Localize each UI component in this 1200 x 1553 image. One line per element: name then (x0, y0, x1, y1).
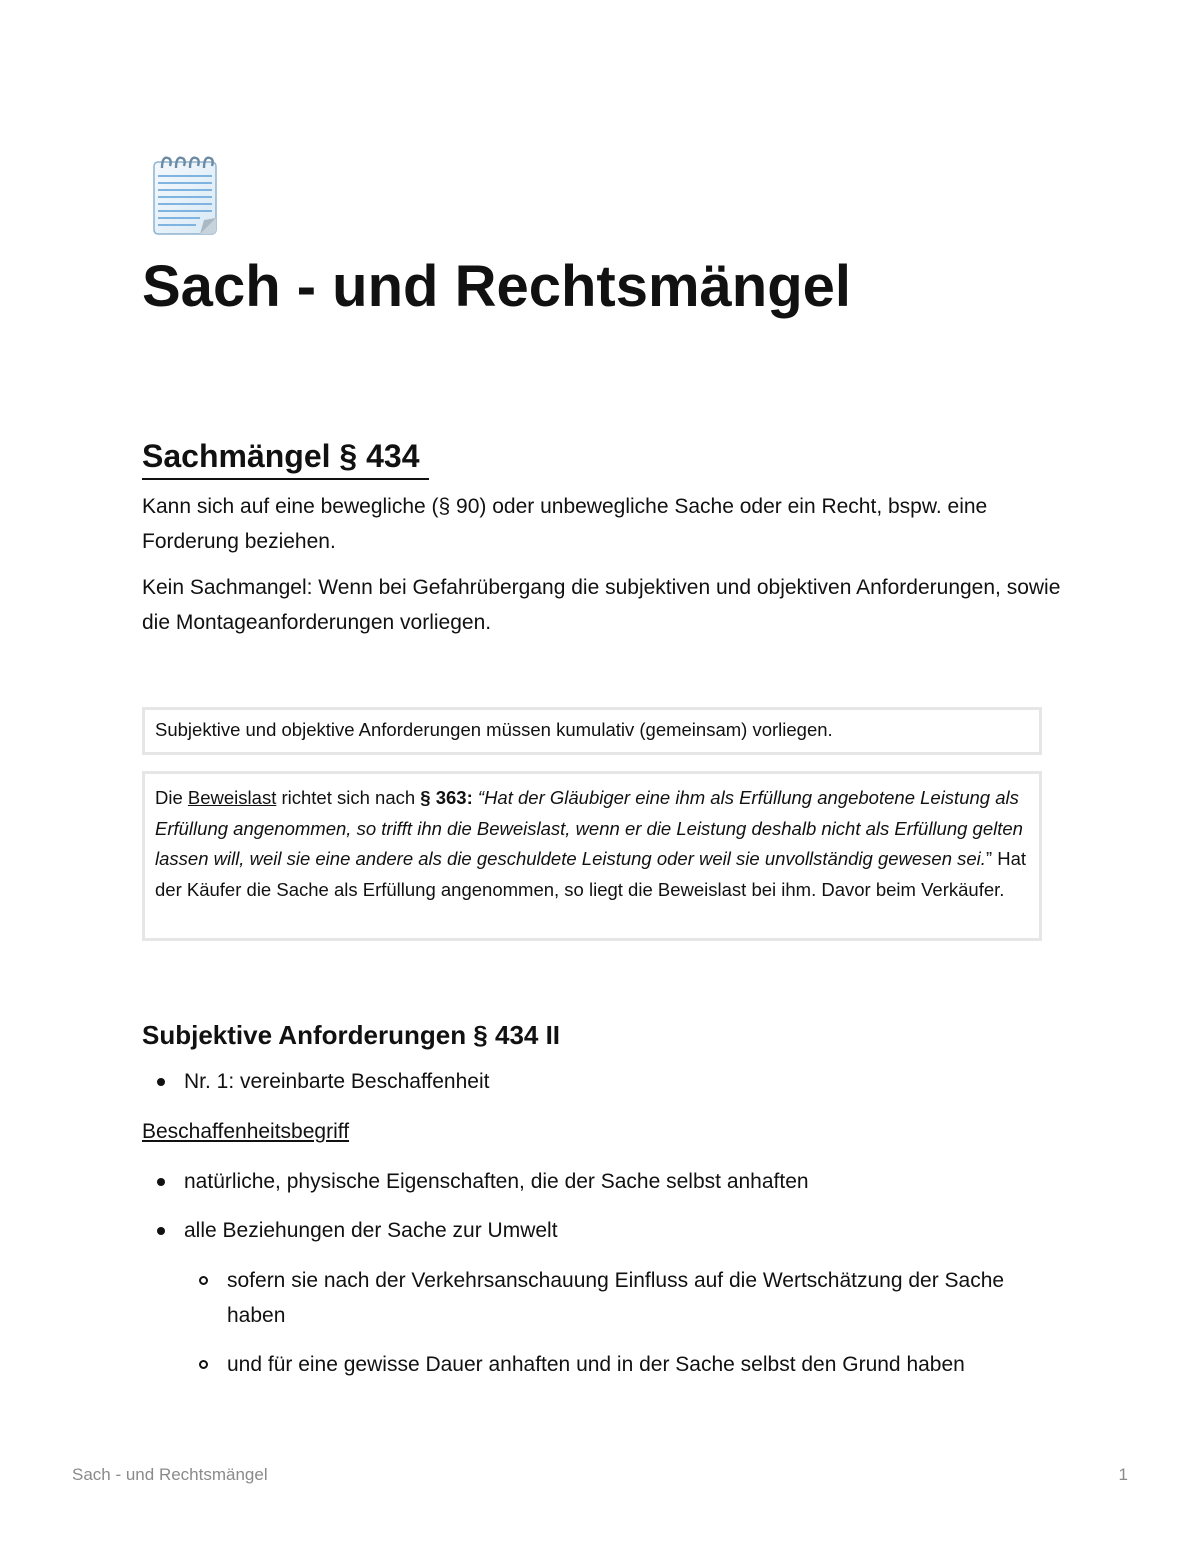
footer-page-number: 1 (1118, 1465, 1128, 1484)
bullet-dot-icon (157, 1178, 165, 1186)
beweislast-term: Beweislast (187, 787, 277, 808)
list-item-text: und für eine gewisse Dauer anhaften und in der Sache selbst den Grund haben (227, 1353, 965, 1376)
bullet-dot-icon (157, 1227, 165, 1235)
section-heading-sachmaengel: Sachmängel § 434 (142, 434, 429, 480)
list-item-text: Nr. 1: vereinbarte Beschaffenheit (184, 1070, 490, 1093)
footer-title: Sach - und Rechtsmängel (72, 1465, 268, 1484)
list-item-text: alle Beziehungen der Sache zur Umwelt (184, 1219, 558, 1242)
callout-kumulativ (142, 707, 1042, 755)
callout-beweislast-mid: richtet sich nach (276, 787, 421, 808)
bullet-ring-icon (199, 1360, 208, 1369)
section-heading-subjektive-anforderungen: Subjektive Anforderungen § 434 II (142, 1020, 561, 1050)
quote-363: “Hat der Gläubiger eine ihm als Erfüllung angebotene Leistung als Erfüllung angenommen, so trifft ihn die Beweislast, wenn er die Leistung deshalb nicht als Erfüllung gelten lassen will, weil sie eine andere als die geschuldete Leistung oder weil sie unvollständig gewesen sei. (155, 787, 1023, 869)
callout-beweislast (142, 771, 1042, 941)
callout-kumulativ-text: Subjektive und objektive Anforderungen müssen kumulativ (gemeinsam) vorliegen. (155, 719, 833, 740)
label-beschaffenheitsbegriff: Beschaffenheitsbegriff (142, 1120, 350, 1143)
list-item-text: sofern sie nach der Verkehrsanschauung Einfluss auf die Wertschätzung der Sache haben (227, 1269, 1005, 1327)
bullet-dot-icon (157, 1078, 165, 1086)
notepad-icon (150, 152, 222, 236)
bullet-ring-icon (199, 1276, 208, 1285)
callout-beweislast-intro: Die (155, 787, 188, 808)
paragraph-kein-sachmangel: Kein Sachmangel: Wenn bei Gefahrübergang die subjektiven und objektiven Anforderungen, sowie die Montageanforderungen vorliegen. (142, 576, 1061, 634)
list-item-text: natürliche, physische Eigenschaften, die der Sache selbst anhaften (184, 1170, 809, 1193)
paragraph-reference-363: § 363: (420, 787, 473, 808)
page-title: Sach - und Rechtsmängel (142, 254, 852, 319)
callout-beweislast-tail: ” Hat der Käufer die Sache als Erfüllung angenommen, so liegt die Beweislast bei ihm. Davor beim Verkäufer. (155, 848, 1027, 900)
paragraph-sachmaengel-scope: Kann sich auf eine bewegliche (§ 90) oder unbewegliche Sache oder ein Recht, bspw. eine Forderung beziehen. (142, 495, 988, 553)
